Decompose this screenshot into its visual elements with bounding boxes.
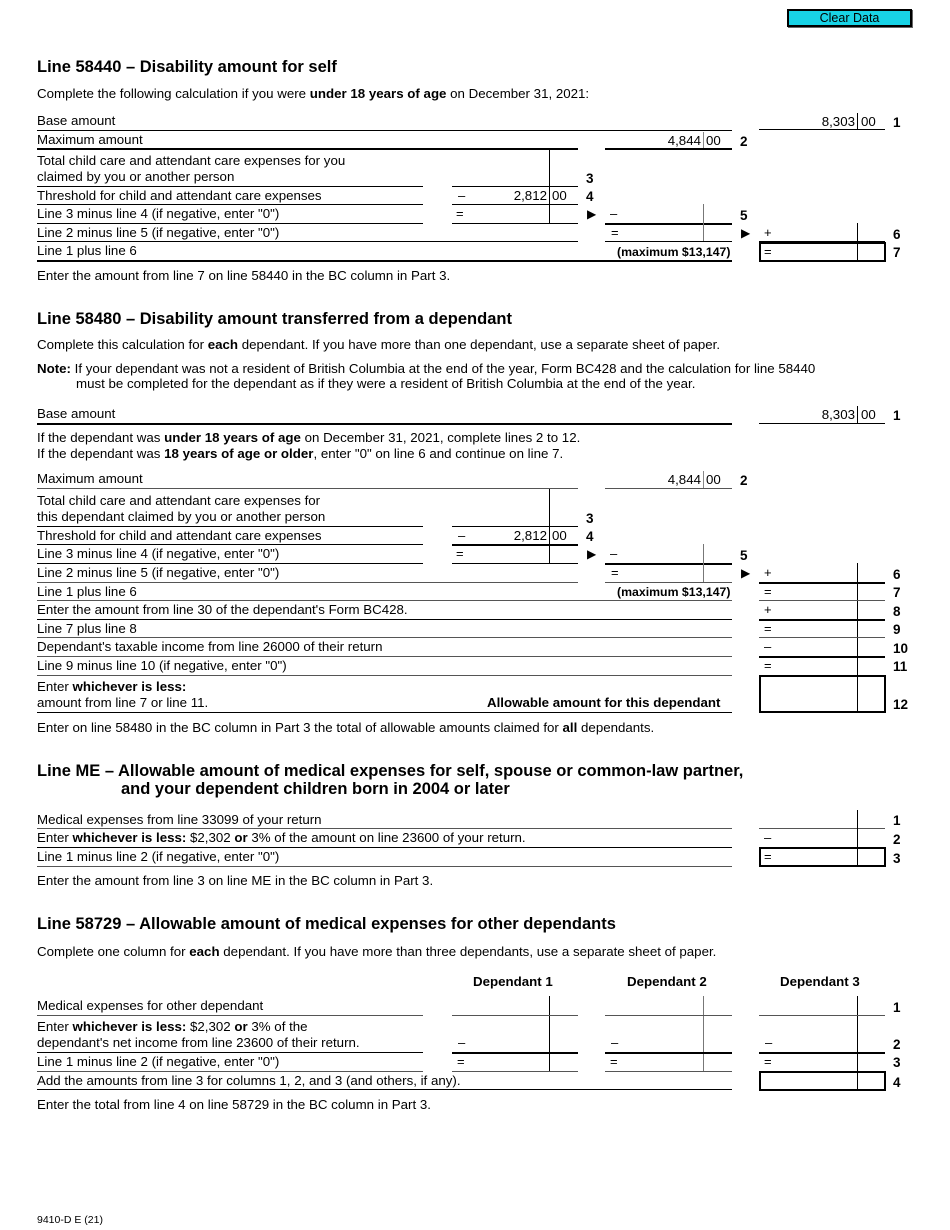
s2-line9-input[interactable] (778, 621, 855, 637)
d3-line2-minus: – (765, 1035, 773, 1050)
s2-line6-arrow-icon: ▶ (741, 566, 751, 580)
d2-line3-rule (605, 1071, 732, 1072)
me-line1-number: 1 (893, 813, 901, 828)
s1-line6-number: 6 (893, 227, 901, 242)
form-code: 9410-D E (21) (37, 1214, 103, 1226)
s1-row2-rule (37, 148, 578, 150)
column-header-dependant-2: Dependant 2 (627, 974, 707, 989)
me-line3-number: 3 (893, 851, 901, 866)
me-row2-rule (37, 847, 732, 848)
s2-condition-18-or-older: If the dependant was 18 years of age or older, enter "0" on line 6 and continue on line 7. (37, 446, 564, 461)
s2-line12-divider (857, 676, 858, 712)
s2-line5-number: 5 (740, 548, 748, 563)
section-58729-title: Line 58729 – Allowable amount of medical expenses for other dependants (37, 915, 616, 933)
s1-line5-field-rule (452, 223, 578, 224)
s1-line3-input[interactable] (455, 169, 547, 185)
d1-line3-rule (452, 1071, 578, 1072)
d2-line3-input[interactable] (624, 1054, 701, 1070)
s1-colA-divider (549, 149, 550, 223)
s2-line11-number: 11 (893, 659, 908, 674)
column-header-dependant-1: Dependant 1 (473, 974, 553, 989)
s2-line5-arrow-icon: ▶ (587, 547, 597, 561)
d3-line1-input[interactable] (762, 998, 855, 1014)
s2-line9-equals: = (764, 621, 772, 636)
s2-line7-input[interactable] (778, 584, 855, 600)
s1-line6-plus: + (764, 225, 772, 240)
me-line3-input[interactable] (778, 849, 855, 865)
s1-line5-input[interactable] (470, 206, 547, 222)
s1-line1-label: Base amount (37, 113, 116, 128)
s1-line7-input[interactable] (778, 244, 855, 260)
section-me-title-line2: and your dependent children born in 2004 or later (121, 780, 510, 798)
s1-line1-number: 1 (893, 115, 901, 130)
s2-line11-label: Line 9 minus line 10 (if negative, enter "0") (37, 658, 287, 673)
s1-row5-rule (37, 223, 423, 224)
s1-line3-label-2: claimed by you or another person (37, 169, 235, 184)
s1-line7-number: 7 (893, 245, 901, 260)
d1-line1-input[interactable] (455, 998, 547, 1014)
s2-line1-amount: 8,303 (821, 407, 855, 422)
s2-row7-rule (37, 600, 732, 601)
m2-row4-rule (37, 1089, 732, 1090)
s2-line5-field-rule (452, 563, 578, 564)
d2-line2-input[interactable] (624, 1035, 701, 1051)
s2-line4-number: 4 (586, 529, 594, 544)
s2-line5-equals: = (456, 546, 464, 561)
d2-line2-minus: – (611, 1035, 619, 1050)
s2-line7-equals: = (764, 584, 772, 599)
d2-line1-rule (605, 1015, 732, 1016)
s2-line10-minus: – (764, 639, 772, 654)
m2-line1-number: 1 (893, 1000, 901, 1015)
d1-line2-input[interactable] (470, 1035, 547, 1051)
m2-row2-rule (37, 1052, 423, 1053)
d3-line3-equals: = (764, 1054, 772, 1069)
d1-divider (549, 996, 550, 1071)
s1-line6-arrow-icon: ▶ (741, 226, 751, 240)
section-58480-title: Line 58480 – Disability amount transferred from a dependant (37, 310, 512, 328)
d3-line3-input[interactable] (778, 1054, 855, 1070)
m2-line4-input[interactable] (764, 1073, 854, 1089)
s1-row4-rule (37, 204, 423, 205)
s1-colB-divider (703, 204, 704, 242)
s2-line9-label: Line 7 plus line 8 (37, 621, 137, 636)
s1-line4-cents: 00 (552, 188, 567, 203)
s2-row12-rule (37, 712, 732, 713)
me-line2-label: Enter whichever is less: $2,302 or 3% of the amount on line 23600 of your return. (37, 830, 526, 845)
me-line2-input[interactable] (778, 830, 855, 846)
s2-row3-rule (37, 526, 423, 527)
s1-line4-number: 4 (586, 189, 594, 204)
s1-line5-label: Line 3 minus line 4 (if negative, enter "0") (37, 206, 280, 221)
s2-line2-number: 2 (740, 473, 748, 488)
s2-line3-number: 3 (586, 511, 594, 526)
s1-line1-divider (857, 113, 858, 130)
s2-line1-divider (857, 406, 858, 423)
s1-line5-equals: = (456, 206, 464, 221)
me-line3-label: Line 1 minus line 2 (if negative, enter "0") (37, 849, 280, 864)
s2-line6-equals: = (611, 565, 619, 580)
s2-line2-field-rule (605, 488, 732, 489)
d1-line1-rule (452, 1015, 578, 1016)
m2-line4-label: Add the amounts from line 3 for columns 1, 2, and 3 (and others, if any). (37, 1073, 461, 1088)
s2-line7-maximum-note: (maximum $13,147) (617, 585, 731, 599)
s1-line2-number: 2 (740, 134, 748, 149)
m2-footer-text: Enter the total from line 4 on line 58729 in the BC column in Part 3. (37, 1097, 431, 1112)
s2-colC-line9-rule (759, 637, 885, 638)
m2-line1-label: Medical expenses for other dependant (37, 998, 264, 1013)
s2-line4-label: Threshold for child and attendant care expenses (37, 528, 322, 543)
s2-line11-equals: = (764, 658, 772, 673)
s2-line5-label: Line 3 minus line 4 (if negative, enter "0") (37, 546, 280, 561)
s1-line3-field-rule (452, 186, 578, 187)
me-line2-number: 2 (893, 832, 901, 847)
s2-colA-divider (549, 489, 550, 563)
s2-line7-number: 7 (893, 585, 901, 600)
section-58729-intro: Complete one column for each dependant. If you have more than three dependants, use a separate sheet of paper. (37, 944, 717, 959)
s2-line6-number: 6 (893, 567, 901, 582)
s2-row2-rule (37, 488, 578, 489)
m2-line3-number: 3 (893, 1055, 901, 1070)
s1-line6-label: Line 2 minus line 5 (if negative, enter "0") (37, 225, 280, 240)
s2-line1-cents: 00 (861, 407, 876, 422)
m2-line2-label-2: dependant's net income from line 23600 of their return. (37, 1035, 360, 1050)
s1-line4-amount: 2,812 (513, 188, 547, 203)
s2-line10-label: Dependant's taxable income from line 26000 of their return (37, 639, 383, 654)
m2-line3-label: Line 1 minus line 2 (if negative, enter "0") (37, 1054, 280, 1069)
me-row3-rule (37, 866, 732, 867)
d1-line2-minus: – (458, 1035, 466, 1050)
s2-line5-minus: – (610, 546, 618, 561)
s2-line11-input[interactable] (778, 658, 855, 674)
s1-line4-field-rule (452, 204, 578, 205)
me-line2-minus: – (764, 830, 772, 845)
s2-line4-minus: – (458, 528, 466, 543)
d2-line1-input[interactable] (608, 998, 701, 1014)
s2-line8-number: 8 (893, 604, 901, 619)
s1-line2-divider (703, 132, 704, 148)
s1-line2-cents: 00 (706, 133, 721, 148)
s1-row7-rule (37, 260, 732, 262)
s1-line7-equals: = (764, 244, 772, 259)
s2-line4-amount: 2,812 (513, 528, 547, 543)
s2-line3-input[interactable] (455, 509, 547, 525)
clear-data-button[interactable]: Clear Data (787, 9, 912, 27)
s2-line12-input[interactable] (764, 694, 854, 710)
s2-line2-label: Maximum amount (37, 471, 143, 486)
d2-line3-equals: = (610, 1054, 618, 1069)
s2-line6-label: Line 2 minus line 5 (if negative, enter "0") (37, 565, 280, 580)
d1-line3-input[interactable] (470, 1054, 547, 1070)
s2-row5-rule (37, 563, 423, 564)
me-line1-label: Medical expenses from line 33099 of your return (37, 812, 322, 827)
section-58440-intro: Complete the following calculation if you were under 18 years of age on December 31, 2021: (37, 86, 590, 101)
s2-line8-input[interactable] (778, 602, 855, 618)
s2-line10-number: 10 (893, 641, 909, 656)
s1-line6-equals: = (611, 225, 619, 240)
m2-line4-number: 4 (893, 1075, 901, 1090)
m2-row1-rule (37, 1015, 423, 1016)
me-line3-equals: = (764, 849, 772, 864)
s2-row8-rule (37, 619, 732, 620)
s2-row10-rule (37, 656, 732, 657)
s1-line4-label: Threshold for child and attendant care expenses (37, 188, 322, 203)
s2-line12-number: 12 (893, 697, 909, 712)
s2-colC-line7-rule (759, 600, 885, 601)
s2-line10-input[interactable] (778, 639, 855, 655)
s2-line3-field-rule (452, 526, 578, 527)
s2-line3-label-2: this dependant claimed by you or another person (37, 509, 326, 524)
s1-line1-cents: 00 (861, 114, 876, 129)
section-me-title-line1: Line ME – Allowable amount of medical expenses for self, spouse or common-law partner, (37, 762, 744, 780)
s1-line3-label-1: Total child care and attendant care expenses for you (37, 153, 346, 168)
m2-row3-rule (37, 1071, 423, 1072)
s1-line1-amount: 8,303 (821, 114, 855, 129)
s2-line7-label: Line 1 plus line 6 (37, 584, 137, 599)
s2-line9-number: 9 (893, 622, 901, 637)
s2-line5-input[interactable] (470, 546, 547, 562)
section-58440-title: Line 58440 – Disability amount for self (37, 58, 337, 76)
s2-line2-divider (703, 471, 704, 488)
section-58480-note: Note: If your dependant was not a resident of British Columbia at the end of the year, Form BC428 and the calculation for line 58440 (37, 361, 816, 376)
me-line1-input[interactable] (764, 811, 854, 827)
s2-line2-amount: 4,844 (667, 472, 701, 487)
s1-line2-label: Maximum amount (37, 132, 143, 147)
s2-line1-field-rule (759, 423, 885, 424)
s1-line7-label: Line 1 plus line 6 (37, 243, 137, 258)
me-row1-rule (37, 828, 732, 829)
s2-line4-cents: 00 (552, 528, 567, 543)
d3-line1-rule (759, 1015, 885, 1016)
s2-footer-text: Enter on line 58480 in the BC column in Part 3 the total of allowable amounts claimed for all dependants. (37, 720, 655, 735)
s2-colB-line6-rule (605, 582, 732, 583)
s2-row11-rule (37, 675, 732, 676)
s2-line12-label-2: amount from line 7 or line 11. (37, 695, 209, 710)
m2-line2-number: 2 (893, 1037, 901, 1052)
s2-condition-under-18: If the dependant was under 18 years of age on December 31, 2021, complete lines 2 to 12. (37, 430, 581, 445)
me-line1-field-rule (759, 828, 885, 829)
s2-line12-label-1: Enter whichever is less: (37, 679, 187, 694)
s2-row4-rule (37, 544, 423, 545)
me-footer-text: Enter the amount from line 3 on line ME in the BC column in Part 3. (37, 873, 434, 888)
s2-line12-result-label: Allowable amount for this dependant (487, 695, 721, 710)
column-header-dependant-3: Dependant 3 (780, 974, 860, 989)
s1-row6-rule (37, 241, 578, 242)
s2-line6-input[interactable] (625, 565, 701, 581)
section-58480-intro: Complete this calculation for each dependant. If you have more than one dependant, use a separate sheet of paper. (37, 337, 721, 352)
s2-line1-number: 1 (893, 408, 901, 423)
s2-line8-label: Enter the amount from line 30 of the dependant's Form BC428. (37, 602, 408, 617)
s1-line5-minus: – (610, 206, 618, 221)
s1-line5-number: 5 (740, 208, 748, 223)
s2-row1-rule (37, 423, 732, 425)
s1-row1-rule (37, 130, 732, 131)
d1-line3-equals: = (457, 1054, 465, 1069)
s1-line2-amount: 4,844 (667, 133, 701, 148)
s1-line5-arrow-icon: ▶ (587, 207, 597, 221)
s2-colB-divider (703, 544, 704, 582)
m2-line2-label-1: Enter whichever is less: $2,302 or 3% of the (37, 1019, 308, 1034)
s2-line6-plus: + (764, 565, 772, 580)
s1-line6-input[interactable] (625, 225, 701, 241)
s1-row3-rule (37, 186, 423, 187)
s2-line3-label-1: Total child care and attendant care expenses for (37, 493, 321, 508)
d3-line2-input[interactable] (778, 1035, 855, 1051)
s2-line8-plus: + (764, 602, 772, 617)
s2-line2-cents: 00 (706, 472, 721, 487)
s2-row9-rule (37, 637, 732, 638)
s2-row6-rule (37, 582, 578, 583)
s1-footer-text: Enter the amount from line 7 on line 58440 in the BC column in Part 3. (37, 268, 451, 283)
s1-line7-maximum-note: (maximum $13,147) (617, 245, 731, 259)
s1-colB-line6-rule (605, 241, 732, 242)
section-58480-note-line2: must be completed for the dependant as if they were a resident of British Columbia at the end of the year. (76, 376, 696, 391)
s1-line4-minus: – (458, 188, 466, 203)
d2-divider (703, 996, 704, 1071)
s1-line3-number: 3 (586, 171, 594, 186)
s2-line1-label: Base amount (37, 406, 116, 421)
